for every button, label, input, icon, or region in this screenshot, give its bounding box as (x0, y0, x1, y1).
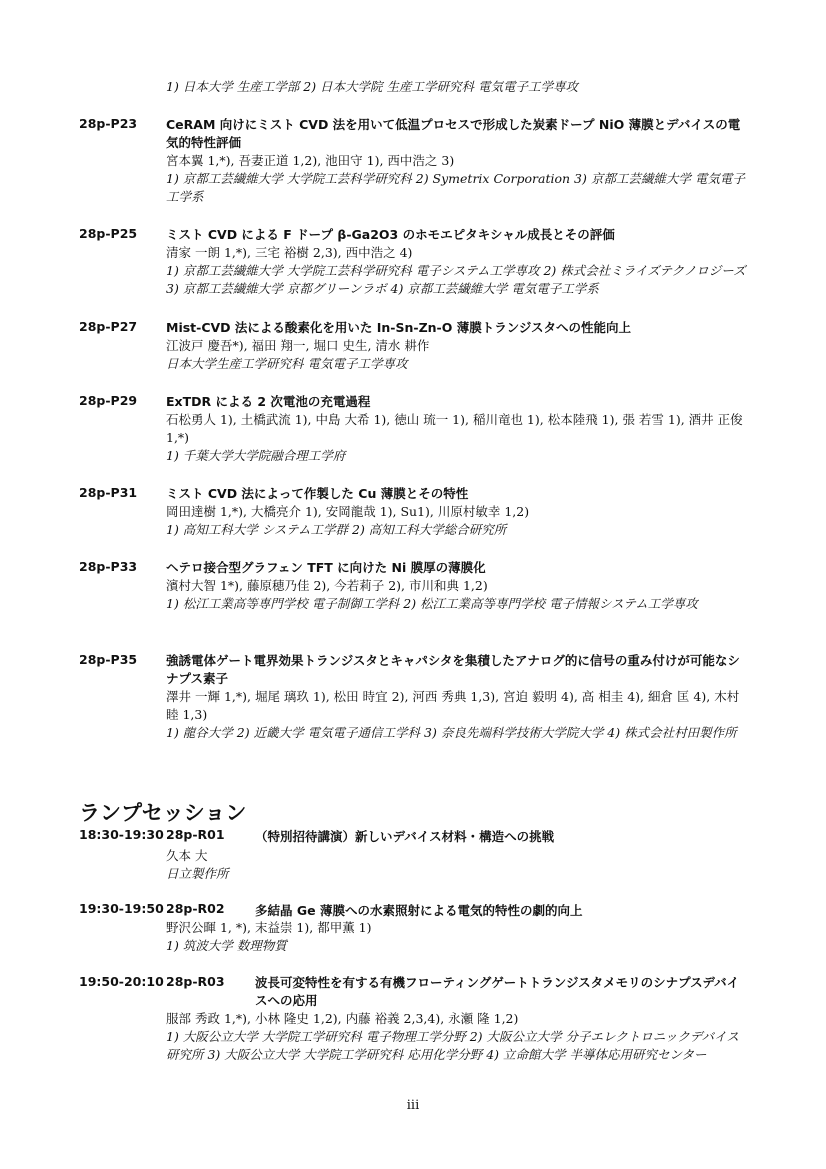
entry-authors: 濱村大智 1*), 藤原穂乃佳 2), 今若莉子 2), 市川和典 1,2) (166, 578, 488, 593)
rump-time: 18:30-19:30 (79, 827, 164, 842)
entry-id: 28p-P29 (79, 393, 138, 408)
rump-title: 多結晶 Ge 薄膜への水素照射による電気的特性の劇的向上 (255, 903, 583, 918)
entry-id: 28p-P27 (79, 319, 138, 334)
rump-id: 28p-R01 (166, 827, 225, 842)
rump-authors: 久本 大 (166, 848, 208, 863)
entry-affiliations: 1) 松江工業高等専門学校 電子制御工学科 2) 松江工業高等専門学校 電子情報システム工学専攻 (166, 596, 698, 611)
rump-time: 19:50-20:10 (79, 974, 164, 989)
entry-authors: 岡田達樹 1,*), 大橋亮介 1), 安岡龍哉 1), Su1), 川原村敏幸 1,2) (166, 504, 530, 519)
entry-id: 28p-P33 (79, 559, 138, 574)
entry-id: 28p-P23 (79, 116, 138, 131)
section-title: ランプセッション (79, 801, 247, 825)
rump-authors: 野沢公暉 1, *), 末益崇 1), 都甲薫 1) (166, 920, 372, 935)
rump-id: 28p-R03 (166, 974, 225, 989)
rump-time: 19:30-19:50 (79, 901, 164, 916)
entry-title: ExTDR による 2 次電池の充電過程 (166, 394, 371, 409)
rump-id: 28p-R02 (166, 901, 225, 916)
rump-affiliations: 日立製作所 (166, 866, 229, 881)
entry-title: ヘテロ接合型グラフェン TFT に向けた Ni 膜厚の薄膜化 (166, 560, 486, 575)
rump-affiliations: 1) 筑波大学 数理物質 (166, 938, 287, 953)
entry-title: CeRAM 向けにミスト CVD 法を用いて低温プロセスで形成した炭素ドープ NiO 薄膜とデバイスの電気的特性評価 (166, 117, 741, 150)
entry-authors: 清家 一朗 1,*), 三宅 裕樹 2,3), 西中浩之 4) (166, 245, 413, 260)
top-affiliation: 1) 日本大学 生産工学部 2) 日本大学院 生産工学研究科 電気電子工学専攻 (166, 79, 579, 94)
page-number: iii (406, 1098, 420, 1113)
entry-title: 強誘電体ゲート電界効果トランジスタとキャパシタを集積したアナログ的に信号の重み付けが可能なシナプス素子 (166, 653, 740, 686)
entry-id: 28p-P35 (79, 652, 138, 667)
entry-affiliations: 1) 京都工芸繊維大学 大学院工芸科学研究科 2) Symetrix Corporation 3) 京都工芸繊維大学 電気電子工学系 (166, 171, 745, 204)
entry-affiliations: 1) 龍谷大学 2) 近畿大学 電気電子通信工学科 3) 奈良先端科学技術大学院大学 4) 株式会社村田製作所 (166, 725, 737, 740)
entry-id: 28p-P31 (79, 485, 138, 500)
rump-affiliations: 1) 大阪公立大学 大学院工学研究科 電子物理工学分野 2) 大阪公立大学 分子エレクトロニックデバイス研究所 3) 大阪公立大学 大学院工学研究科 応用化学分野 4) 立命館大学 半導体応用研究センター (166, 1029, 739, 1062)
entry-authors: 宮本翼 1,*), 吾妻正道 1,2), 池田守 1), 西中浩之 3) (166, 153, 455, 168)
rump-title: （特別招待講演）新しいデバイス材料・構造への挑戦 (255, 829, 555, 844)
entry-id: 28p-P25 (79, 226, 138, 241)
entry-affiliations: 1) 千葉大学大学院融合理工学府 (166, 448, 346, 463)
entry-affiliations: 1) 高知工科大学 システム工学群 2) 高知工科大学総合研究所 (166, 522, 507, 537)
entry-affiliations: 1) 京都工芸繊維大学 大学院工芸科学研究科 電子システム工学専攻 2) 株式会社ミライズテクノロジーズ 3) 京都工芸繊維大学 京都グリーンラボ 4) 京都工芸繊維大学 電気電子工学系 (166, 263, 746, 296)
entry-authors: 澤井 一輝 1,*), 堀尾 璃玖 1), 松田 時宜 2), 河西 秀典 1,3), 宮迫 毅明 4), 高 相圭 4), 細倉 匡 4), 木村 睦 1,3) (166, 689, 740, 722)
rump-authors: 服部 秀政 1,*), 小林 隆史 1,2), 内藤 裕義 2,3,4), 永瀬 隆 1,2) (166, 1011, 519, 1026)
entry-affiliations: 日本大学生産工学研究科 電気電子工学専攻 (166, 356, 408, 371)
entry-authors: 石松勇人 1), 土橋武流 1), 中島 大希 1), 徳山 琉一 1), 稲川竜也 1), 松本陸飛 1), 張 若雪 1), 酒井 正俊1,*) (166, 412, 743, 445)
entry-authors: 江波戸 慶吾*), 福田 翔一, 堀口 史生, 清水 耕作 (166, 338, 430, 353)
entry-title: ミスト CVD 法によって作製した Cu 薄膜とその特性 (166, 486, 469, 501)
entry-title: Mist-CVD 法による酸素化を用いた In-Sn-Zn-O 薄膜トランジスタへの性能向上 (166, 320, 632, 335)
rump-title: 波長可変特性を有する有機フローティングゲートトランジスタメモリのシナプスデバイスへの応用 (255, 975, 740, 1008)
entry-title: ミスト CVD による F ドープ β-Ga2O3 のホモエピタキシャル成長とその評価 (166, 227, 615, 242)
